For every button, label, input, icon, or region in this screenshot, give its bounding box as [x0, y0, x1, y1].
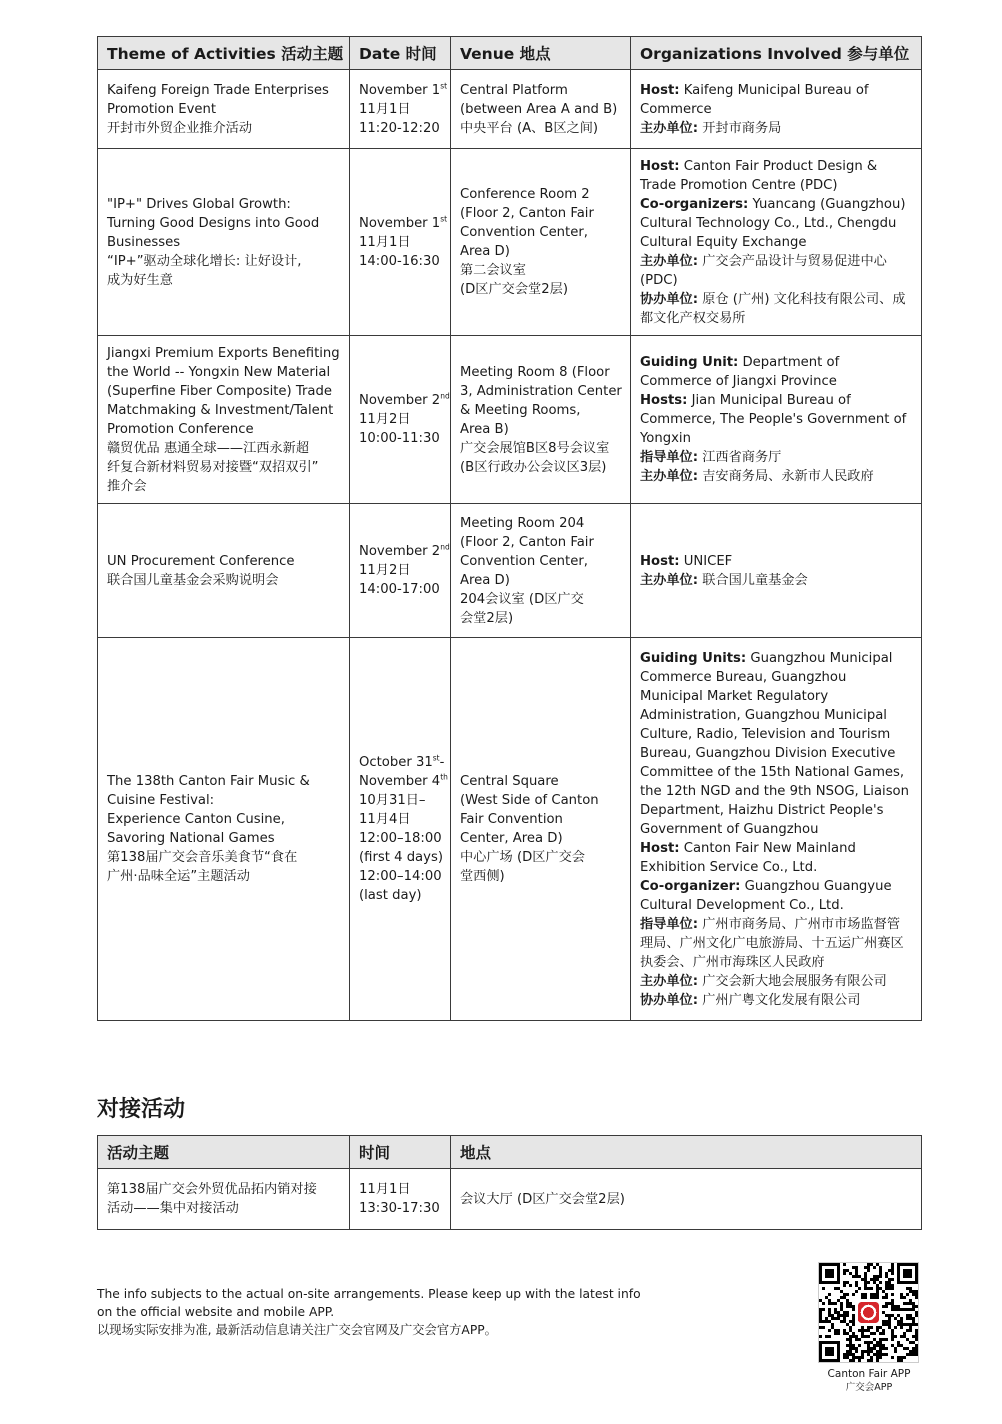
venue-line: Area D) — [460, 244, 510, 259]
date-line: 14:00-17:00 — [359, 582, 440, 597]
footer-line: 以现场实际安排为准, 最新活动信息请关注广交会官网及广交会官方APP。 — [97, 1323, 497, 1337]
date-line: 10月31日– — [359, 793, 426, 808]
venue-line: & Meeting Rooms, — [460, 402, 581, 418]
theme-line: 广州·品味全运”主题活动 — [107, 869, 250, 884]
org-entry: Host: Kaifeng Municipal Bureau of Commerce — [640, 82, 869, 117]
header-time: 时间 — [350, 1136, 451, 1169]
org-entry: 主办单位: 联合国儿童基金会 — [640, 572, 808, 588]
theme-line: Savoring National Games — [107, 831, 275, 846]
org-entry: 主办单位: 广交会产品设计与贸易促进中心(PDC) — [640, 253, 887, 288]
date-line: 11月2日 — [359, 563, 411, 578]
venue-line: Area B) — [460, 421, 509, 437]
org-cell — [631, 149, 922, 336]
header-date: Date 时间 — [350, 37, 451, 70]
venue-line: Area D) — [460, 572, 510, 588]
theme-cell — [98, 70, 350, 149]
theme-line: Turning Good Designs into Good — [107, 215, 320, 231]
qr-caption — [808, 1367, 930, 1395]
venue-cell — [451, 504, 631, 638]
org-cell — [631, 336, 922, 504]
venue-line: Central Square — [460, 774, 559, 789]
venue-line: Convention Center, — [460, 225, 588, 240]
table-row — [98, 1169, 922, 1230]
org-entry: Host: Canton Fair Product Design & Trade Promotion Centre (PDC) — [640, 158, 878, 193]
venue-line: 204会议室 (D区广交 — [460, 591, 584, 607]
theme-line: the World -- Yongxin New Material — [107, 364, 331, 380]
org-entry: Co-organizer: Guangzhou Guangyue Cultural Development Co., Ltd. — [640, 878, 892, 913]
date-line: 12:00–18:00 — [359, 831, 442, 846]
theme-line: “IP+”驱动全球化增长: 让好设计, — [107, 253, 302, 269]
table-header-row — [98, 1136, 922, 1169]
venue-cell — [451, 70, 631, 149]
org-entry: 主办单位: 广交会新大地会展服务有限公司 — [640, 973, 887, 989]
time-line: 11月1日 — [359, 1182, 411, 1197]
venue-line: 第二会议室 — [460, 263, 526, 278]
theme-line: 第138届广交会外贸优品拓内销对接 — [107, 1182, 317, 1197]
venue-cell — [451, 638, 631, 1021]
header-venue: Venue 地点 — [451, 37, 631, 70]
date-cell — [350, 336, 451, 504]
org-entry: Host: UNICEF — [640, 553, 733, 569]
theme-line: Jiangxi Premium Exports Benefiting — [107, 345, 340, 361]
qr-code-pattern — [819, 1263, 918, 1362]
venue-line: (Floor 2, Canton Fair — [460, 534, 594, 550]
date-line: 11月2日 — [359, 412, 411, 427]
table-row — [98, 149, 922, 336]
footer-line: on the official website and mobile APP. — [97, 1305, 335, 1319]
table-row — [98, 504, 922, 638]
date-line: 11月1日 — [359, 101, 411, 117]
theme-line: 开封市外贸企业推介活动 — [107, 120, 253, 136]
org-entry: 指导单位: 江西省商务厅 — [640, 450, 782, 465]
venue-cell: 会议大厅 (D区广交会堂2层) — [451, 1169, 922, 1230]
org-entry: Guiding Unit: Department of Commerce of Jiangxi Province — [640, 355, 840, 389]
venue-line: 中心广场 (D区广交会 — [460, 850, 585, 865]
matchmaking-table — [97, 1135, 922, 1230]
org-cell — [631, 70, 922, 149]
matchmaking-section-title: 对接活动 — [97, 1097, 186, 1122]
time-line: 13:30-17:30 — [359, 1201, 440, 1216]
qr-caption-cn: 广交会APP — [845, 1382, 893, 1393]
theme-cell — [98, 504, 350, 638]
venue-line: (D区广交会堂2层) — [460, 282, 568, 297]
venue-line: (West Side of Canton — [460, 793, 599, 808]
date-line: 14:00-16:30 — [359, 253, 440, 269]
venue-line: Meeting Room 8 (Floor — [460, 364, 610, 380]
table-row — [98, 336, 922, 504]
venue-line: Fair Convention — [460, 812, 563, 827]
theme-line: 联合国儿童基金会采购说明会 — [107, 572, 279, 588]
org-entry: Hosts: Jian Municipal Bureau of Commerce, The People's Government of Yongxin — [640, 393, 907, 446]
theme-line: UN Procurement Conference — [107, 553, 295, 569]
date-line: 11月1日 — [359, 234, 411, 250]
theme-line: 推介会 — [107, 478, 147, 494]
theme-line: Experience Canton Cusine, — [107, 812, 285, 827]
date-month: November 4th — [359, 772, 448, 789]
activities-table — [97, 36, 922, 1021]
canton-fair-logo-icon — [858, 1302, 879, 1323]
theme-line: Promotion Conference — [107, 421, 254, 437]
table-header-row — [98, 37, 922, 70]
date-line: (first 4 days) — [359, 850, 443, 865]
date-line: 10:00-11:30 — [359, 431, 440, 446]
venue-line: 堂西侧) — [460, 869, 505, 884]
org-entry: 协办单位: 广州广粤文化发展有限公司 — [640, 992, 861, 1008]
venue-line: 广交会展馆B区8号会议室 — [460, 440, 610, 456]
date-cell — [350, 638, 451, 1021]
theme-line: "IP+" Drives Global Growth: — [107, 196, 291, 212]
theme-line: 第138届广交会音乐美食节“食在 — [107, 850, 298, 865]
venue-line: (B区行政办公会议区3层) — [460, 459, 607, 475]
qr-code[interactable] — [818, 1262, 919, 1363]
venue-line: (Floor 2, Canton Fair — [460, 206, 594, 221]
venue-line: Convention Center, — [460, 553, 588, 569]
org-cell — [631, 504, 922, 638]
header-theme: 活动主题 — [98, 1136, 350, 1169]
org-entry: 指导单位: 广州市商务局、广州市市场监督管理局、广州文化广电旅游局、十五运广州赛区执委会、广州市海珠区人民政府 — [640, 916, 904, 970]
venue-cell — [451, 336, 631, 504]
theme-line: 赣贸优品 惠通全球——江西永新超 — [107, 440, 310, 456]
theme-line: Cuisine Festival: — [107, 793, 215, 808]
org-entry: Guiding Units: Guangzhou Municipal Commerce Bureau, Guangzhou Municipal Market Regulatory Administration, Guangzhou Municipal Culture, Radio, Television and Tourism Bureau, Guangzhou Division Executive Committee of the 15th National Games, the 12th NGD and the 9th NSOG, Liaison Department, Haizhu District People's Government of Guangzhou — [640, 650, 909, 837]
theme-cell — [98, 149, 350, 336]
venue-line: 中央平台 (A、B区之间) — [460, 120, 599, 136]
org-entry: Co-organizers: Yuancang (Guangzhou) Cultural Technology Co., Ltd., Chengdu Cultural Equity Exchange — [640, 196, 906, 250]
venue-line: Conference Room 2 — [460, 187, 590, 202]
date-cell — [350, 504, 451, 638]
theme-line: (Superfine Fiber Composite) Trade — [107, 383, 332, 399]
date-line: 11:20-12:20 — [359, 120, 440, 136]
venue-line: (between Area A and B) — [460, 101, 618, 117]
table-row — [98, 638, 922, 1021]
footer-line: The info subjects to the actual on-site arrangements. Please keep up with the latest info — [97, 1287, 641, 1301]
date-month: November 1st — [359, 81, 448, 98]
date-month: November 1st — [359, 214, 448, 231]
org-entry: 主办单位: 开封市商务局 — [640, 120, 782, 136]
venue-line: Meeting Room 204 — [460, 515, 585, 531]
date-line: (last day) — [359, 888, 422, 903]
time-cell — [350, 1169, 451, 1230]
header-organizations: Organizations Involved 参与单位 — [631, 37, 922, 70]
venue-line: 会堂2层) — [460, 610, 514, 626]
venue-line: Center, Area D) — [460, 831, 563, 846]
theme-line: Matchmaking & Investment/Talent — [107, 402, 334, 418]
theme-cell — [98, 1169, 350, 1230]
date-month: October 31st- — [359, 753, 445, 770]
venue-cell — [451, 149, 631, 336]
theme-line: Kaifeng Foreign Trade Enterprises — [107, 82, 329, 98]
date-line: 12:00–14:00 — [359, 869, 442, 884]
theme-line: Promotion Event — [107, 101, 217, 117]
theme-line: The 138th Canton Fair Music & — [107, 774, 310, 789]
org-cell — [631, 638, 922, 1021]
venue-line: 3, Administration Center — [460, 383, 622, 399]
date-month: November 2nd — [359, 391, 450, 408]
qr-caption-en: Canton Fair APP — [827, 1368, 911, 1380]
theme-line: 活动——集中对接活动 — [107, 1201, 239, 1216]
org-entry: 主办单位: 吉安商务局、永新市人民政府 — [640, 469, 874, 484]
table-row — [98, 70, 922, 149]
date-cell — [350, 70, 451, 149]
theme-line: 纤复合新材料贸易对接暨“双招双引” — [107, 459, 319, 475]
theme-cell — [98, 638, 350, 1021]
org-entry: Host: Canton Fair New Mainland Exhibition Service Co., Ltd. — [640, 840, 856, 875]
header-venue: 地点 — [451, 1136, 922, 1169]
theme-line: 成为好生意 — [107, 272, 173, 288]
date-month: November 2nd — [359, 542, 450, 559]
footer-note — [97, 1285, 641, 1339]
date-cell — [350, 149, 451, 336]
venue-line: Central Platform — [460, 82, 568, 98]
date-line: 11月4日 — [359, 812, 411, 827]
header-theme: Theme of Activities 活动主题 — [98, 37, 350, 70]
theme-line: Businesses — [107, 234, 181, 250]
org-entry: 协办单位: 原仓 (广州) 文化科技有限公司、成都文化产权交易所 — [640, 291, 906, 326]
theme-cell — [98, 336, 350, 504]
